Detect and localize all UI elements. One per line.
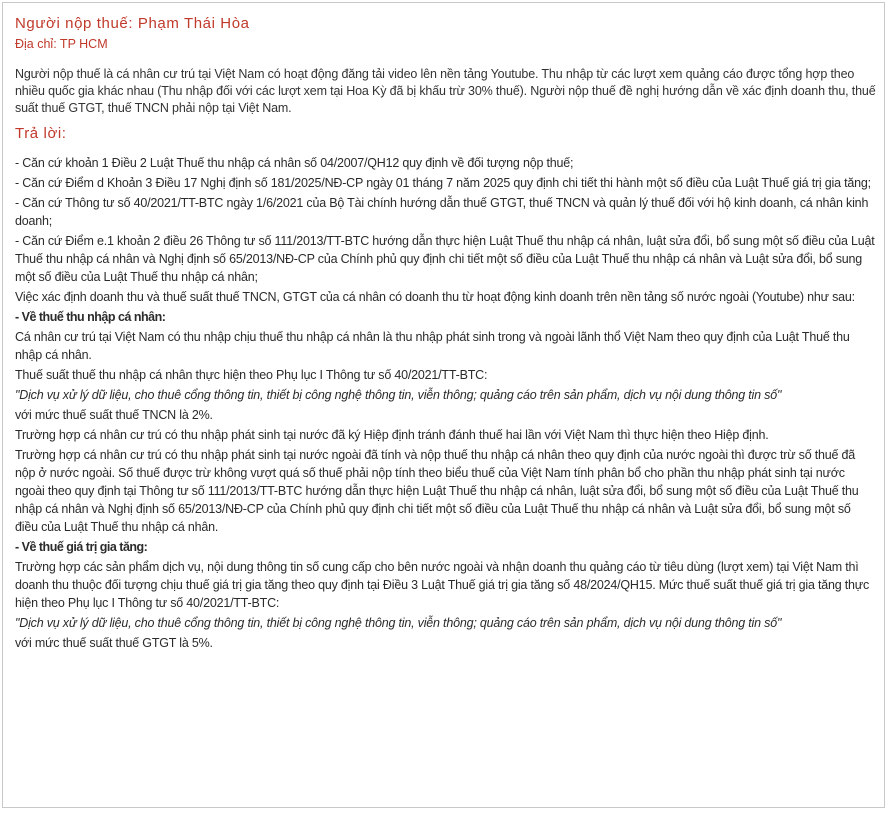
document-frame [2,2,885,808]
question-text: Người nộp thuế là cá nhân cư trú tại Việt Nam có hoạt động đăng tải video lên nền tảng Youtube. Thu nhập từ các lượt xem quảng cáo được tổng hợp theo nhiều quốc gia khác nhau (Thu nhập đối với các lượt xem tại Hoa Kỳ đã bị khấu trừ 30% thuế). Người nộp thuế đề nghị hướng dẫn về xác định doanh thu, thuế suất thuế GTGT, thuế TNCN phải nộp tại Việt Nam. [15,67,876,115]
pit-foreign-credit-paragraph: Trường hợp cá nhân cư trú có thu nhập phát sinh tại nước ngoài đã tính và nộp thuế thu nhập cá nhân theo quy định của nước ngoài thì được trừ số thuế đã nộp ở nước ngoài. Số thuế được trừ không vượt quá số thuế phải nộp tính theo biểu thuế của Việt Nam tính phân bổ cho phần thu nhập phát sinh tại nước ngoài theo quy định tại Thông tư số 111/2013/TT-BTC hướng dẫn thực hiện Luật Thuế thu nhập cá nhân, luật sửa đổi, bổ sung một số điều của Luật Thuế thu nhập cá nhân và Nghị định số 65/2013/NĐ-CP của Chính phủ quy định chi tiết một số điều của Luật Thuế thu nhập cá nhân và Luật sửa đổi, bổ sung một số điều của Luật Thuế thu nhập cá nhân. [15,448,859,534]
vat-section-heading: - Về thuế giá trị gia tăng: [15,540,148,554]
intro-paragraph: Việc xác định doanh thu và thuế suất thuế TNCN, GTGT của cá nhân có doanh thu từ hoạt động kinh doanh trên nền tảng số nước ngoài (Youtube) như sau: [15,290,855,304]
legal-basis-circular-40: - Căn cứ Thông tư số 40/2021/TT-BTC ngày 1/6/2021 của Bộ Tài chính hướng dẫn thuế GTGT, thuế TNCN và quản lý thuế đối với hộ kinh doanh, cá nhân kinh doanh; [15,196,869,228]
pit-rate-paragraph: Thuế suất thuế thu nhập cá nhân thực hiện theo Phụ lục I Thông tư số 40/2021/TT-BTC: [15,368,488,382]
pit-rate-value: với mức thuế suất thuế TNCN là 2%. [15,408,213,422]
answer-heading: Trả lời: [15,125,67,142]
legal-basis-decree-181: - Căn cứ Điểm d Khoản 3 Điều 17 Nghị định số 181/2025/NĐ-CP ngày 01 tháng 7 năm 2025 quy định chi tiết thi hành một số điều của Luật Thuế giá trị gia tăng; [15,176,871,190]
taxpayer-address: Địa chỉ: TP HCM [15,37,108,51]
pit-section-heading: - Về thuế thu nhập cá nhân: [15,310,166,324]
taxpayer-name: Người nộp thuế: Phạm Thái Hòa [15,15,250,32]
vat-quote: "Dịch vụ xử lý dữ liệu, cho thuê cổng thông tin, thiết bị công nghệ thông tin, viễn thông; quảng cáo trên sản phẩm, dịch vụ nội dung thông tin số" [15,616,782,630]
legal-basis-pit-law: - Căn cứ khoản 1 Điều 2 Luật Thuế thu nhập cá nhân số 04/2007/QH12 quy định về đối tượng nộp thuế; [15,156,574,170]
vat-rate-value: với mức thuế suất thuế GTGT là 5%. [15,636,213,650]
legal-basis-circular-111: - Căn cứ Điểm e.1 khoản 2 điều 26 Thông tư số 111/2013/TT-BTC hướng dẫn thực hiện Luật Thuế thu nhập cá nhân, luật sửa đổi, bổ sung một số điều của Luật Thuế thu nhập cá nhân và Nghị định số 65/2013/NĐ-CP của Chính phủ quy định chi tiết một số điều của Luật Thuế thu nhập cá nhân và Luật sửa đổi, bổ sung một số điều của Luật Thuế thu nhập cá nhân; [15,234,875,284]
pit-quote: "Dịch vụ xử lý dữ liệu, cho thuê cổng thông tin, thiết bị công nghệ thông tin, viễn thông; quảng cáo trên sản phẩm, dịch vụ nội dung thông tin số" [15,388,782,402]
vat-paragraph: Trường hợp các sản phẩm dịch vụ, nội dung thông tin số cung cấp cho bên nước ngoài và nhận doanh thu quảng cáo từ tiêu dùng (lượt xem) tại Việt Nam thì doanh thu thuộc đối tượng chịu thuế giá trị gia tăng theo quy định tại Điều 3 Luật Thuế giá trị gia tăng số 48/2024/QH15. Mức thuế suất thuế giá trị gia tăng thực hiện theo Phụ lục I Thông tư số 40/2021/TT-BTC: [15,560,870,610]
answer-body [15,154,876,652]
pit-treaty-paragraph: Trường hợp cá nhân cư trú có thu nhập phát sinh tại nước đã ký Hiệp định tránh đánh thuế hai lần với Việt Nam thì thực hiện theo Hiệp định. [15,428,769,442]
pit-paragraph: Cá nhân cư trú tại Việt Nam có thu nhập chịu thuế thu nhập cá nhân là thu nhập phát sinh trong và ngoài lãnh thổ Việt Nam theo quy định của Luật Thuế thu nhập cá nhân. [15,330,850,362]
